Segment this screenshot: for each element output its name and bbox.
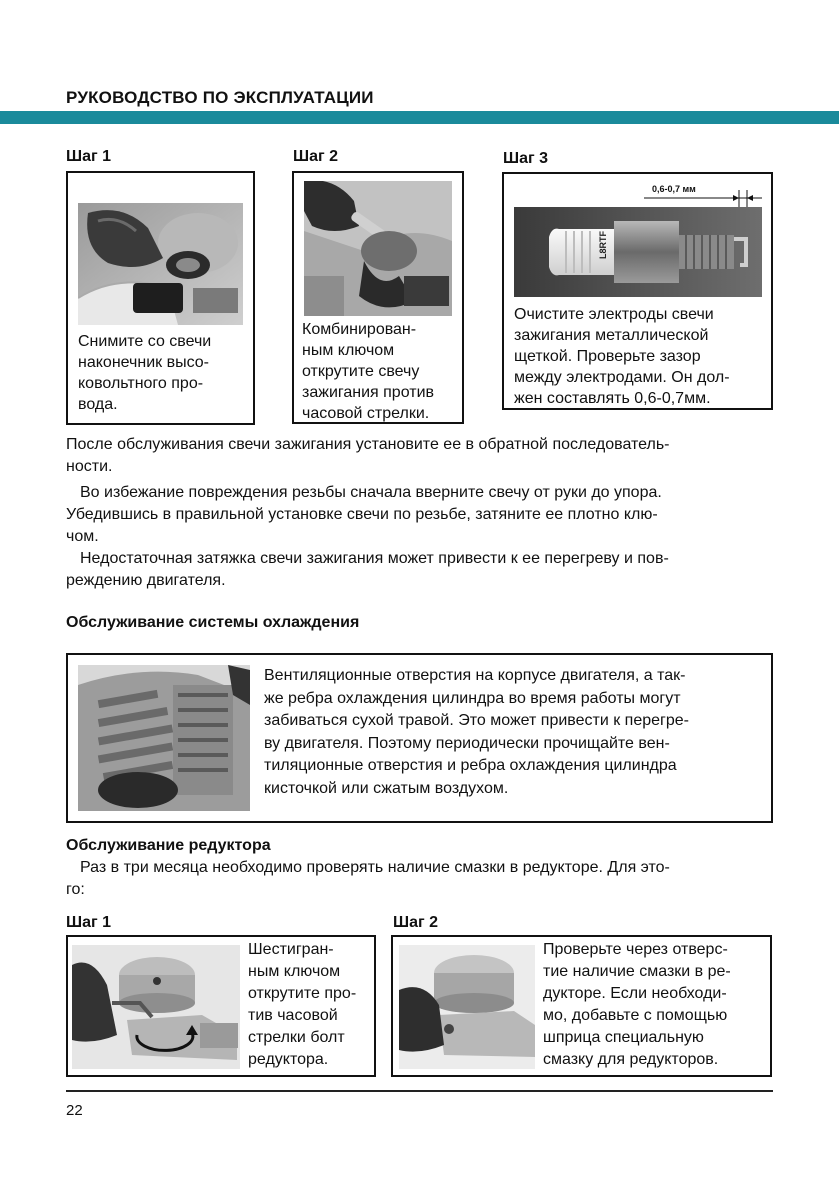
description-line: тиляционные отверстия и ребра охлаждения цилиндра bbox=[264, 757, 677, 774]
spark-step-3-label: Шаг 3 bbox=[503, 150, 548, 167]
caption-line: стрелки болт bbox=[248, 1029, 345, 1046]
plug-marking: L8RTF bbox=[598, 231, 608, 259]
caption-line: зажигания металлической bbox=[514, 327, 709, 344]
paragraph-line: ности. bbox=[66, 458, 113, 475]
spark-step-3-box bbox=[502, 172, 773, 410]
spark-step-2-box bbox=[292, 171, 464, 424]
gearbox-step-1-label: Шаг 1 bbox=[66, 914, 111, 931]
caption-line: открутите про- bbox=[248, 985, 357, 1002]
caption-line: шприца специальную bbox=[543, 1029, 704, 1046]
gearbox-step-2-label: Шаг 2 bbox=[393, 914, 438, 931]
caption-line: щеткой. Проверьте зазор bbox=[514, 348, 701, 365]
cooling-description bbox=[264, 665, 769, 800]
spark-step-1-label: Шаг 1 bbox=[66, 148, 111, 165]
spark-step-2-caption bbox=[302, 319, 462, 424]
paragraph-reinstall bbox=[66, 434, 778, 478]
header-accent-bar bbox=[0, 111, 839, 124]
caption-line: тие наличие смазки в ре- bbox=[543, 963, 731, 980]
caption-line: Проверьте через отверс- bbox=[543, 941, 728, 958]
caption-line: часовой стрелки. bbox=[302, 405, 430, 422]
gearbox-step-2-box bbox=[391, 935, 772, 1077]
paragraph-line: Недостаточная затяжка свечи зажигания может привести к ее перегреву и пов- bbox=[80, 550, 669, 567]
engine-cooling-fins-photo bbox=[78, 665, 250, 811]
caption-line: Шестигран- bbox=[248, 941, 334, 958]
spark-step-1-box bbox=[66, 171, 255, 425]
gap-dimension-arrow bbox=[644, 188, 764, 208]
cooling-box bbox=[66, 653, 773, 823]
caption-line: смазку для редукторов. bbox=[543, 1051, 719, 1068]
description-line: ву двигателя. Поэтому периодически прочищайте вен- bbox=[264, 734, 670, 752]
gearbox-step-2-caption bbox=[543, 939, 771, 1071]
caption-line: мо, добавьте с помощью bbox=[543, 1007, 728, 1024]
spark-step-2-label: Шаг 2 bbox=[293, 148, 338, 165]
paragraph-tightening bbox=[66, 548, 778, 592]
description-line: же ребра охлаждения цилиндра во время работы могут bbox=[264, 689, 681, 707]
description-line: кисточкой или сжатым воздухом. bbox=[264, 779, 509, 797]
caption-line: Комбинирован- bbox=[302, 321, 417, 338]
spark-cap-removal-photo bbox=[78, 203, 243, 325]
caption-line: наконечник высо- bbox=[78, 354, 209, 371]
paragraph-line: чом. bbox=[66, 528, 99, 545]
spark-step-3-caption bbox=[514, 304, 769, 409]
caption-line: между электродами. Он дол- bbox=[514, 369, 730, 386]
electrode-gap-label: 0,6-0,7 мм bbox=[652, 184, 696, 194]
paragraph-line: После обслуживания свечи зажигания установите ее в обратной последователь- bbox=[66, 436, 670, 453]
page-number: 22 bbox=[66, 1102, 83, 1119]
caption-line: Очистите электроды свечи bbox=[514, 306, 714, 323]
caption-line: ным ключом bbox=[302, 342, 395, 359]
spark-plug-photo bbox=[514, 207, 762, 297]
gearbox-step-1-caption bbox=[248, 939, 374, 1071]
wrench-unscrew-photo bbox=[304, 181, 452, 316]
paragraph-line: Раз в три месяца необходимо проверять наличие смазки в редукторе. Для это- bbox=[80, 859, 670, 876]
gearbox-intro bbox=[66, 857, 778, 901]
paragraph-line: Убедившись в правильной установке свечи по резьбе, затяните ее плотно клю- bbox=[66, 506, 658, 523]
caption-line: зажигания против bbox=[302, 384, 435, 401]
paragraph-thread-damage bbox=[66, 482, 778, 548]
cooling-section-title: Обслуживание системы охлаждения bbox=[66, 614, 360, 631]
paragraph-line: го: bbox=[66, 881, 85, 898]
description-line: Вентиляционные отверстия на корпусе двигателя, а так- bbox=[264, 667, 686, 684]
gearbox-step-1-box bbox=[66, 935, 376, 1077]
paragraph-line: Во избежание повреждения резьбы сначала вверните свечу от руки до упора. bbox=[80, 484, 662, 501]
footer-divider bbox=[66, 1090, 773, 1092]
caption-line: ным ключом bbox=[248, 963, 341, 980]
spark-step-1-caption bbox=[78, 331, 248, 415]
caption-line: редуктора. bbox=[248, 1051, 329, 1068]
caption-line: Снимите со свечи bbox=[78, 333, 212, 350]
page-header-title: РУКОВОДСТВО ПО ЭКСПЛУАТАЦИИ bbox=[66, 88, 374, 107]
gearbox-section-title: Обслуживание редуктора bbox=[66, 837, 271, 854]
caption-line: вода. bbox=[78, 396, 118, 413]
caption-line: дукторе. Если необходи- bbox=[543, 985, 727, 1002]
description-line: забиваться сухой травой. Это может привести к перегре- bbox=[264, 712, 689, 729]
caption-line: ковольтного про- bbox=[78, 375, 204, 392]
caption-line: жен составлять 0,6-0,7мм. bbox=[514, 390, 711, 407]
grease-check-photo bbox=[399, 945, 535, 1069]
caption-line: тив часовой bbox=[248, 1007, 338, 1024]
caption-line: открутите свечу bbox=[302, 363, 420, 380]
hex-key-bolt-photo bbox=[72, 945, 240, 1069]
paragraph-line: реждению двигателя. bbox=[66, 572, 226, 589]
